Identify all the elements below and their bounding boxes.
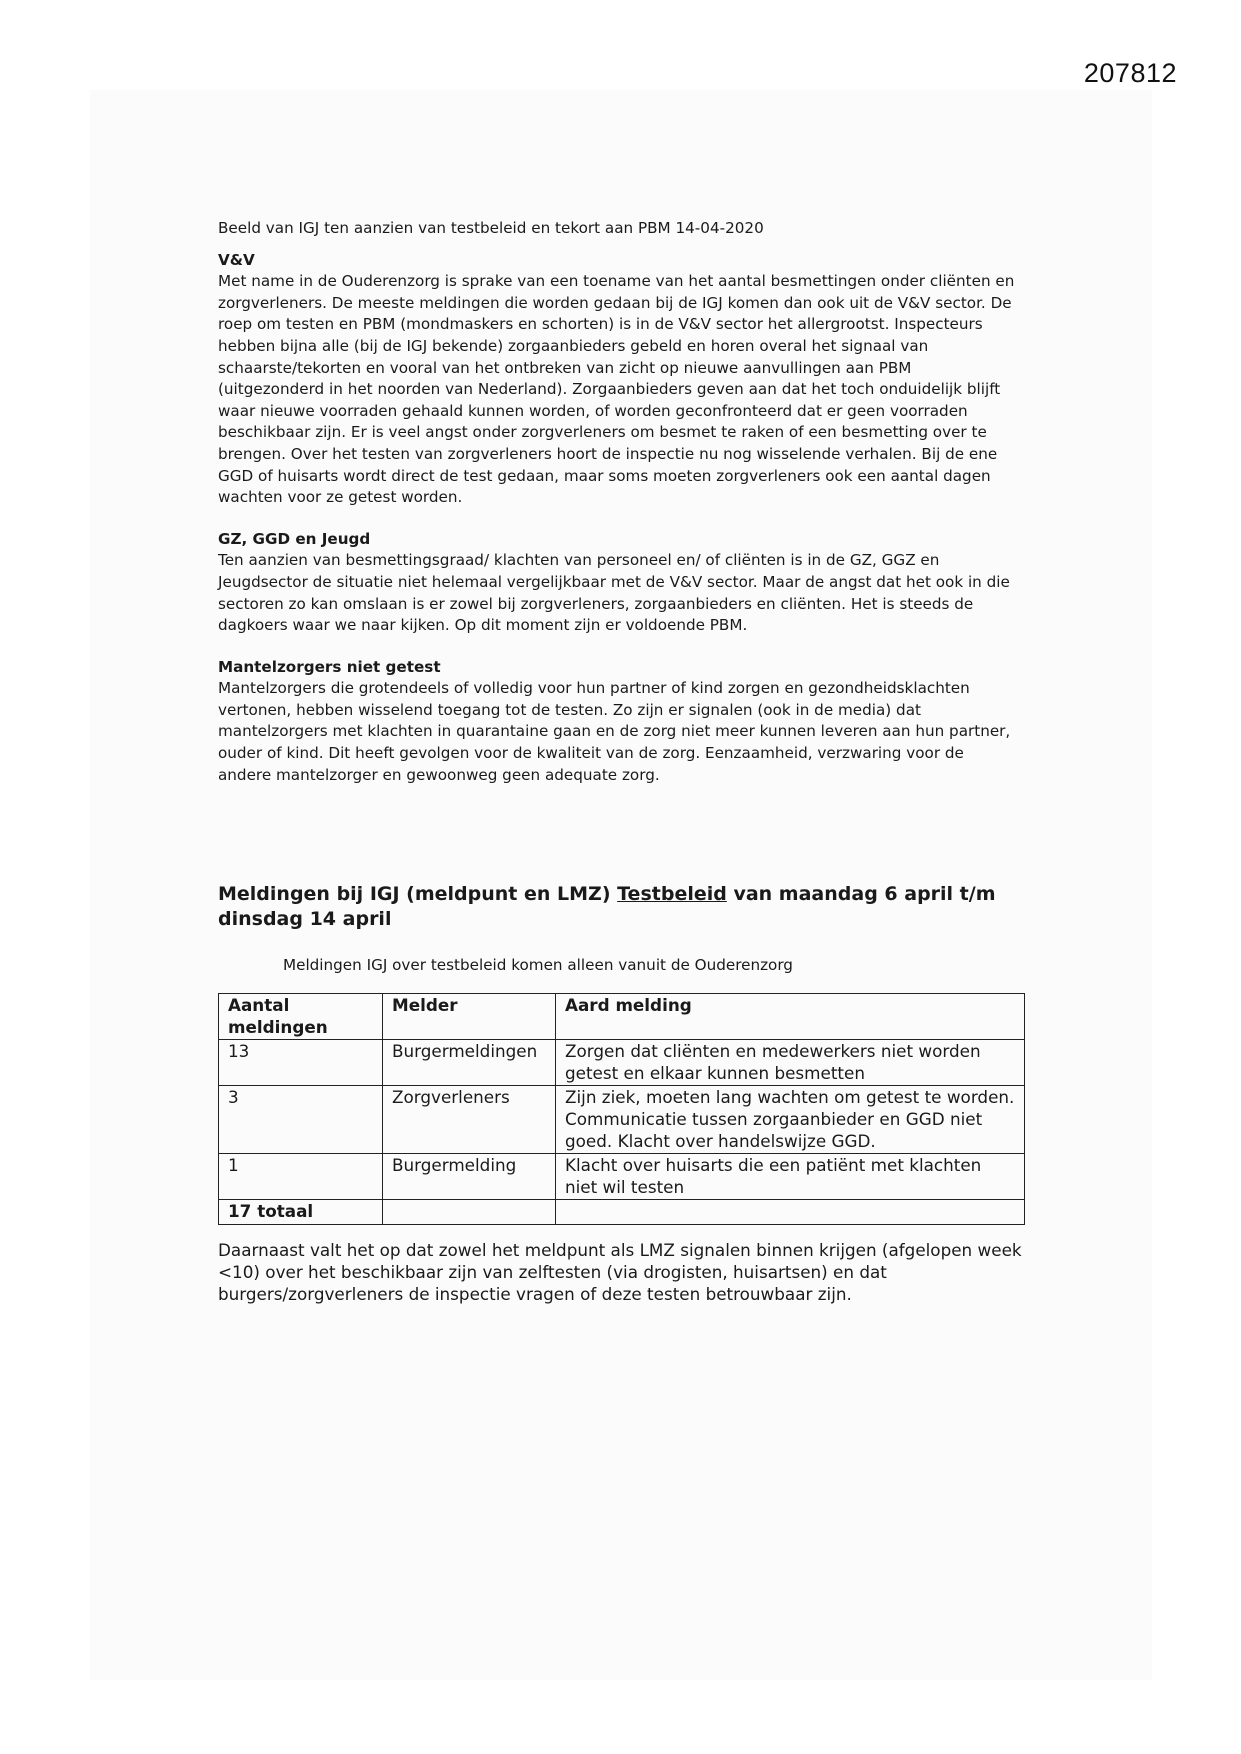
column-header: Melder [383,994,556,1040]
table-caption: Meldingen IGJ over testbeleid komen alleen vanuit de Ouderenzorg [283,956,793,974]
section-heading: Mantelzorgers niet getest [218,657,441,676]
section-paragraph: Ten aanzien van besmettingsgraad/ klachten van personeel en/ of cliënten is in de GZ, GGZ en Jeugdsector de situatie niet helemaal vergelijkbaar met de V&V sector. Maar de angst dat het ook in die sectoren zo kan omslaan is er zowel bij zorgverleners, zorgaanbieders en cliënten. Het is steeds de dagkoers waar we naar kijken. Op dit moment zijn er voldoende PBM. [218,551,1010,635]
closing-paragraph: Daarnaast valt het op dat zowel het meldpunt als LMZ signalen binnen krijgen (afgelopen week <10) over het beschikbaar zijn van zelftesten (via drogisten, huisartsen) en dat burgers/zorgverleners de inspectie vragen of deze testen betrouwbaar zijn. [218,1240,1022,1304]
table-cell: Zorgverleners [383,1086,556,1154]
table-header-row [219,994,1025,1040]
section-vv [218,250,1018,509]
meldingen-heading-underlined: Testbeleid [617,883,727,905]
table-cell: Burgermelding [383,1154,556,1200]
column-header: Aard melding [556,994,1025,1040]
meldingen-heading-part: Meldingen bij IGJ (meldpunt en LMZ) [218,883,618,905]
table-row [219,1086,1025,1154]
section-paragraph: Met name in de Ouderenzorg is sprake van een toename van het aantal besmettingen onder cliënten en zorgverleners. De meeste meldingen die worden gedaan bij de IGJ komen dan ook uit de V&V sector. De roep om testen en PBM (mondmaskers en schorten) is in de V&V sector het allergrootst. Inspecteurs hebben bijna alle (bij de IGJ bekende) zorgaanbieders gebeld en horen overal het signaal van schaarste/tekorten en vooral van het ontbreken van zicht op nieuwe aanvullingen aan PBM (uitgezonderd in het noorden van Nederland). Zorgaanbieders geven aan dat het toch onduidelijk blijft waar nieuwe voorraden gehaald kunnen worden, of worden geconfronteerd dat er geen voorraden beschikbaar zijn. Er is veel angst onder zorgverleners om besmet te raken of een besmetting over te brengen. Over het testen van zorgverleners hoort de inspectie nu nog wisselende verhalen. Bij de ene GGD of huisarts wordt direct de test gedaan, maar soms moeten zorgverleners ook een aantal dagen wachten voor ze getest worden. [218,272,1015,507]
meldingen-heading [218,882,1018,932]
section-paragraph: Mantelzorgers die grotendeels of volledig voor hun partner of kind zorgen en gezondheidsklachten vertonen, hebben wisselend toegang tot de testen. Zo zijn er signalen (ook in de media) dat mantelzorgers met klachten in quarantaine gaan en de zorg niet meer kunnen leveren aan hun partner, ouder of kind. Dit heeft gevolgen voor de kwaliteit van de zorg. Eenzaamheid, verzwaring voor de andere mantelzorger en gewoonweg geen adequate zorg. [218,679,1011,784]
meldingen-table [218,993,1025,1225]
section-heading: V&V [218,250,255,269]
table-cell: 3 [219,1086,383,1154]
table-cell-empty [556,1200,1025,1225]
section-mantelzorgers [218,657,1018,787]
column-header: Aantal meldingen [219,994,383,1040]
table-row [219,1154,1025,1200]
table-cell-empty [383,1200,556,1225]
table-total-row [219,1200,1025,1225]
document-number: 207812 [1083,58,1177,88]
table-cell: Zorgen dat cliënten en medewerkers niet worden getest en elkaar kunnen besmetten [556,1040,1025,1086]
table-cell: 1 [219,1154,383,1200]
section-gz-ggd-jeugd [218,529,1018,637]
report-body [218,218,1018,786]
table-cell: Zijn ziek, moeten lang wachten om getest te worden. Communicatie tussen zorgaanbieder en GGD niet goed. Klacht over handelswijze GGD. [556,1086,1025,1154]
table-cell: Burgermeldingen [383,1040,556,1086]
table-cell: Klacht over huisarts die een patiënt met klachten niet wil testen [556,1154,1025,1200]
total-cell: 17 totaal [219,1200,383,1225]
report-title: Beeld van IGJ ten aanzien van testbeleid en tekort aan PBM 14-04-2020 [218,219,764,237]
table-row [219,1040,1025,1086]
table-cell: 13 [219,1040,383,1086]
section-heading: GZ, GGD en Jeugd [218,529,371,548]
meldingen-heading-part: van maandag 6 april t/m dinsdag 14 april [218,883,996,930]
